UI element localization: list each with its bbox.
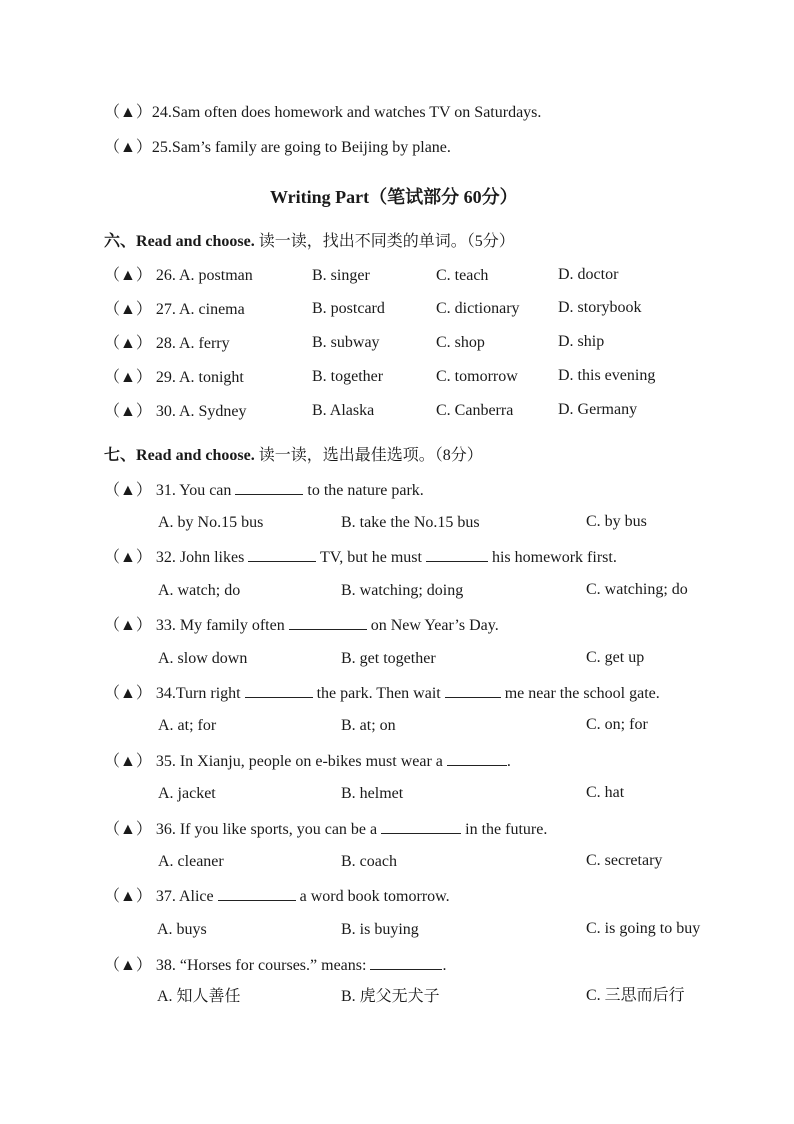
option-c: C. is going to buy <box>586 920 701 937</box>
answer-blank <box>248 547 316 562</box>
question-29 <box>104 368 244 388</box>
question-24 <box>104 103 541 123</box>
option-c: C. tomorrow <box>436 368 518 385</box>
option-c: C. secretary <box>586 852 663 869</box>
option-a: A. slow down <box>158 650 248 667</box>
section-instruction-zh: 读一读，选出最佳选项。（8分） <box>254 447 483 464</box>
question-text: a word book tomorrow. <box>299 888 450 905</box>
option-a: A. watch; do <box>158 582 241 599</box>
answer-mark: （▲） <box>104 267 152 284</box>
section-instruction-en: Read and choose. <box>136 447 255 464</box>
answer-mark: （▲） <box>104 549 152 566</box>
option-b: B. 虎父无犬子 <box>341 988 440 1005</box>
question-30 <box>104 402 247 422</box>
option-c: C. hat <box>586 784 625 801</box>
option-d: D. Germany <box>558 401 638 418</box>
question-33 <box>104 615 499 636</box>
question-31 <box>104 480 424 501</box>
answer-mark: （▲） <box>104 888 152 905</box>
option-a: A. jacket <box>158 785 216 802</box>
option-b: B. at; on <box>341 717 396 734</box>
question-25 <box>104 138 451 158</box>
answer-mark: （▲） <box>104 139 152 156</box>
option-b: B. get together <box>341 650 436 667</box>
option-a: A. tonight <box>178 369 244 386</box>
question-text: 31. You can <box>155 482 232 499</box>
option-c: C. by bus <box>586 513 647 530</box>
answer-mark: （▲） <box>104 301 152 318</box>
question-38 <box>104 955 446 976</box>
answer-blank <box>245 683 313 698</box>
question-number: 29. <box>155 369 176 386</box>
option-b: B. coach <box>341 853 397 870</box>
option-a: A. ferry <box>178 335 230 352</box>
question-number: 27. <box>155 301 176 318</box>
option-a: A. postman <box>178 267 253 284</box>
answer-blank <box>218 886 296 901</box>
question-number: 30. <box>155 403 176 420</box>
answer-mark: （▲） <box>104 369 152 386</box>
answer-mark: （▲） <box>104 482 152 499</box>
answer-mark: （▲） <box>104 104 152 121</box>
question-text: . <box>506 753 511 770</box>
question-number: 26. <box>155 267 176 284</box>
question-text: in the future. <box>465 821 548 838</box>
question-34 <box>104 683 660 704</box>
question-text: TV, but he must <box>320 549 422 566</box>
answer-blank <box>235 480 303 495</box>
answer-mark: （▲） <box>104 821 152 838</box>
question-number: 28. <box>155 335 176 352</box>
question-text: his homework first. <box>491 549 617 566</box>
question-text: 24.Sam often does homework and watches TV on Saturdays. <box>151 104 542 121</box>
option-c: C. watching; do <box>586 581 688 598</box>
option-a: A. by No.15 bus <box>158 514 264 531</box>
section-number: 七、 <box>104 447 137 464</box>
question-text: 34.Turn right <box>155 685 241 702</box>
section-instruction-zh: 读一读，找出不同类的单词。（5分） <box>254 233 515 250</box>
option-b: B. watching; doing <box>341 582 464 599</box>
section-6-heading <box>104 232 515 252</box>
answer-mark: （▲） <box>104 403 152 420</box>
question-text: me near the school gate. <box>504 685 660 702</box>
option-c: C. 三思而后行 <box>586 987 685 1004</box>
section-number: 六、 <box>104 233 137 250</box>
answer-mark: （▲） <box>104 617 152 634</box>
answer-blank <box>447 751 507 766</box>
question-text: 25.Sam’s family are going to Beijing by plane. <box>151 139 451 156</box>
option-d: D. this evening <box>558 367 656 384</box>
option-c: C. Canberra <box>436 402 514 419</box>
answer-mark: （▲） <box>104 753 152 770</box>
question-32 <box>104 547 617 568</box>
answer-blank <box>445 683 501 698</box>
question-text: 37. Alice <box>155 888 214 905</box>
question-37 <box>104 886 450 907</box>
writing-part-title: Writing Part（笔试部分 60分） <box>270 187 518 207</box>
option-d: D. ship <box>558 333 605 350</box>
option-b: B. Alaska <box>312 402 375 419</box>
option-c: C. teach <box>436 267 489 284</box>
question-text: 36. If you like sports, you can be a <box>155 821 378 838</box>
answer-mark: （▲） <box>104 957 152 974</box>
option-b: B. is buying <box>341 921 419 938</box>
question-text: 33. My family often <box>155 617 285 634</box>
option-c: C. on; for <box>586 716 648 733</box>
answer-blank <box>426 547 488 562</box>
answer-mark: （▲） <box>104 685 152 702</box>
option-b: B. take the No.15 bus <box>341 514 480 531</box>
answer-mark: （▲） <box>104 335 152 352</box>
option-b: B. together <box>312 368 384 385</box>
question-text: on New Year’s Day. <box>370 617 499 634</box>
option-a: A. at; for <box>158 717 217 734</box>
option-a: A. 知人善任 <box>157 988 241 1005</box>
option-b: B. helmet <box>341 785 404 802</box>
answer-blank <box>370 955 442 970</box>
option-a: A. Sydney <box>178 403 247 420</box>
option-a: A. cinema <box>178 301 245 318</box>
question-text: 38. “Horses for courses.” means: <box>155 957 367 974</box>
answer-blank <box>381 819 461 834</box>
option-d: D. storybook <box>558 299 642 316</box>
question-text: the park. Then wait <box>316 685 441 702</box>
question-35 <box>104 751 511 772</box>
option-b: B. singer <box>312 267 370 284</box>
section-7-heading <box>104 446 483 466</box>
question-text: 32. John likes <box>155 549 245 566</box>
question-28 <box>104 334 230 354</box>
option-c: C. dictionary <box>436 300 520 317</box>
option-d: D. doctor <box>558 266 619 283</box>
option-c: C. get up <box>586 649 645 666</box>
question-36 <box>104 819 547 840</box>
option-b: B. postcard <box>312 300 385 317</box>
question-27 <box>104 300 245 320</box>
option-b: B. subway <box>312 334 380 351</box>
question-text: 35. In Xianju, people on e-bikes must wear a <box>155 753 443 770</box>
section-instruction-en: Read and choose. <box>136 233 255 250</box>
option-c: C. shop <box>436 334 485 351</box>
option-a: A. cleaner <box>158 853 224 870</box>
question-text: to the nature park. <box>307 482 424 499</box>
question-text: . <box>442 957 447 974</box>
question-26 <box>104 266 253 286</box>
option-a: A. buys <box>157 921 207 938</box>
answer-blank <box>289 615 367 630</box>
